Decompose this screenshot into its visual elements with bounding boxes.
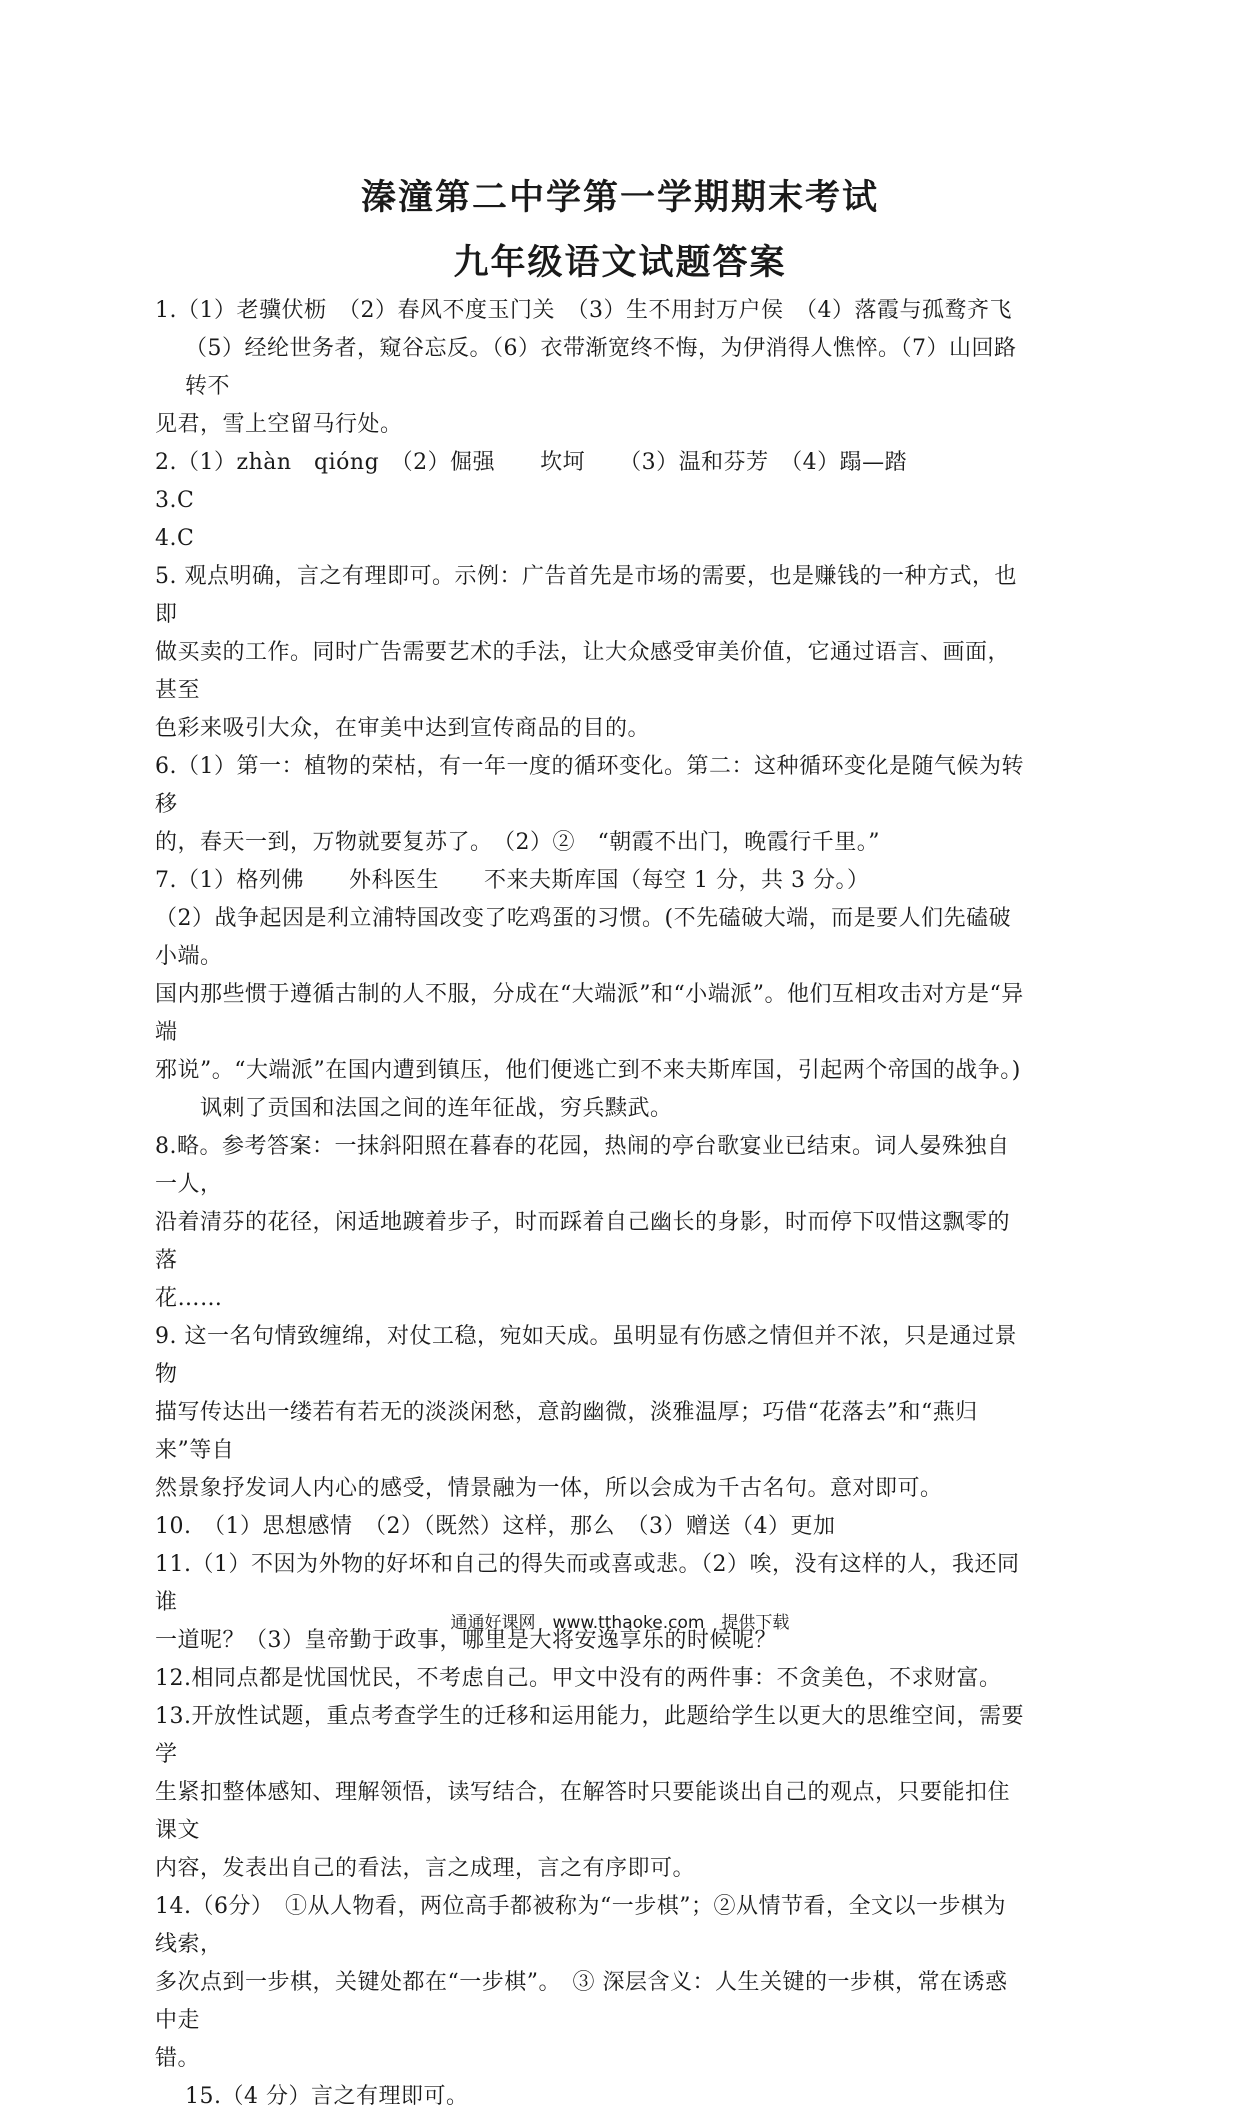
text-line: 8.略。参考答案：一抹斜阳照在暮春的花园，热闹的亭台歌宴业已结束。词人晏殊独自一人，: [155, 1134, 1010, 1197]
text-line: 15.（4 分）言之有理即可。: [185, 2084, 469, 2109]
text-line: 3.C: [155, 488, 195, 513]
text-line: 2.（1）zhàn qióng （2）倔强 坎坷 （3）温和芬芳 （4）蹋—踏: [155, 450, 908, 475]
answer-content: [155, 292, 1025, 2116]
text-line: 11.（1）不因为外物的好坏和自己的得失而或喜或悲。（2）唉，没有这样的人，我还同谁: [155, 1552, 1020, 1615]
text-line: 7.（1）格列佛 外科医生 不来夫斯库国（每空 1 分，共 3 分。）: [155, 868, 870, 893]
text-line: 沿着清芬的花径，闲适地踱着步子，时而踩着自己幽长的身影，时而停下叹惜这飘零的落: [155, 1210, 1011, 1273]
text-line: 花……: [155, 1286, 223, 1311]
footer-credit: 通通好课网 www.tthaoke.com 提供下载: [450, 1613, 790, 1633]
text-line: 描写传达出一缕若有若无的淡淡闲愁，意韵幽微，淡雅温厚；巧借“花落去”和“燕归来”等自: [155, 1400, 978, 1463]
exam-subtitle: 九年级语文试题答案: [453, 242, 787, 283]
text-line: 见君，雪上空留马行处。: [155, 412, 403, 437]
text-line: 的，春天一到，万物就要复苏了。 （2）② “朝霞不出门，晚霞行千里。”: [155, 830, 880, 855]
text-line: （5）经纶世务者，窥谷忘反。（6）衣带渐宽终不悔，为伊消得人憔悴。（7）山回路转不: [185, 336, 1017, 399]
text-line: 5. 观点明确，言之有理即可。示例：广告首先是市场的需要，也是赚钱的一种方式，也即: [155, 564, 1017, 627]
exam-title: 溱潼第二中学第一学期期末考试: [360, 177, 879, 218]
text-line: 多次点到一步棋，关键处都在“一步棋”。 ③ 深层含义：人生关键的一步棋，常在诱惑中走: [155, 1970, 1008, 2033]
text-line: 9. 这一名句情致缠绵，对仗工稳，宛如天成。虽明显有伤感之情但并不浓，只是通过景物: [155, 1324, 1017, 1387]
text-line: （2）战争起因是利立浦特国改变了吃鸡蛋的习惯。(不先磕破大端，而是要人们先磕破小端。: [155, 906, 1012, 969]
text-line: 一道呢？（3）皇帝勤于政事，哪里是大将安逸享乐的时候呢？: [155, 1628, 777, 1653]
text-line: 13.开放性试题，重点考查学生的迁移和运用能力，此题给学生以更大的思维空间，需要学: [155, 1704, 1024, 1767]
text-line: 生紧扣整体感知、理解领悟，读写结合，在解答时只要能谈出自己的观点，只要能扣住课文: [155, 1780, 1011, 1843]
text-line: 错。: [155, 2046, 201, 2071]
text-line: 国内那些惯于遵循古制的人不服，分成在“大端派”和“小端派”。他们互相攻击对方是“异端: [155, 982, 1024, 1045]
text-line: 内容，发表出自己的看法，言之成理，言之有序即可。: [155, 1856, 696, 1881]
text-line: 14.（6分） ①从人物看，两位高手都被称为“一步棋”；②从情节看，全文以一步棋为线索，: [155, 1894, 1006, 1957]
text-line: 色彩来吸引大众，在审美中达到宣传商品的目的。: [155, 716, 651, 741]
text-line: 讽刺了贡国和法国之间的连年征战，穷兵黩武。: [200, 1096, 673, 1121]
text-line: 做买卖的工作。同时广告需要艺术的手法，让大众感受审美价值，它通过语言、画面，甚至: [155, 640, 1011, 703]
text-line: 邪说”。“大端派”在国内遭到镇压，他们便逃亡到不来夫斯库国，引起两个帝国的战争。): [155, 1058, 1021, 1083]
text-line: 6.（1）第一：植物的荣枯，有一年一度的循环变化。第二：这种循环变化是随气候为转移: [155, 754, 1024, 817]
text-line: 1.（1）老骥伏枥 （2）春风不度玉门关 （3）生不用封万户侯 （4）落霞与孤鹜齐飞: [155, 298, 1012, 323]
text-line: 12.相同点都是忧国忧民，不考虑自己。甲文中没有的两件事：不贪美色，不求财富。: [155, 1666, 1002, 1691]
text-line: 10. （1）思想感情 （2）（既然）这样，那么 （3）赠送（4）更加: [155, 1514, 836, 1539]
text-line: 4.C: [155, 526, 195, 551]
text-line: 然景象抒发词人内心的感受，情景融为一体，所以会成为千古名句。意对即可。: [155, 1476, 943, 1501]
